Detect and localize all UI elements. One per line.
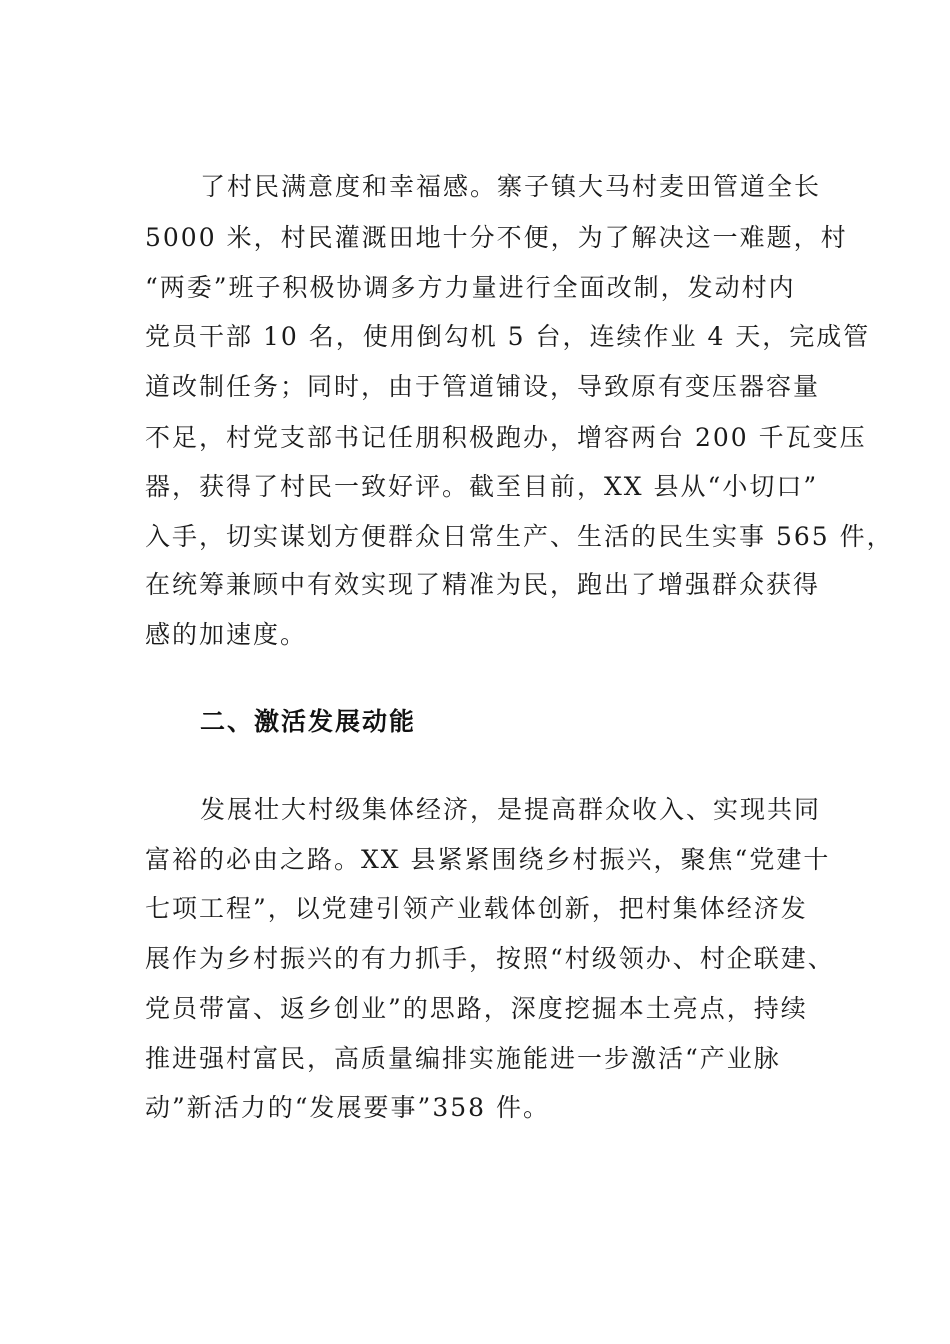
paragraph-2-line-7: 动”新活力的“发展要事”358 件。 [145, 1093, 551, 1122]
paragraph-2-line-5: 党员带富、返乡创业”的思路，深度挖掘本土亮点，持续 [145, 994, 808, 1023]
paragraph-1-line-6: 不足，村党支部书记任朋积极跑办，增容两台 200 千瓦变压 [145, 423, 867, 452]
paragraph-1-line-1: 了村民满意度和幸福感。寨子镇大马村麦田管道全长 [200, 172, 822, 201]
section-heading: 二、激活发展动能 [200, 707, 417, 736]
paragraph-1-line-2: 5000 米，村民灌溉田地十分不便，为了解决这一难题，村 [145, 223, 848, 252]
paragraph-2-line-6: 推进强村富民，高质量编排实施能进一步激活“产业脉 [145, 1044, 781, 1073]
paragraph-2-line-1: 发展壮大村级集体经济，是提高群众收入、实现共同 [200, 795, 822, 824]
paragraph-1-line-7: 器，获得了村民一致好评。截至目前，XX 县从“小切口” [145, 472, 819, 501]
paragraph-1-line-4: 党员干部 10 名，使用倒勾机 5 台，连续作业 4 天，完成管 [145, 322, 871, 351]
paragraph-1-line-3: “两委”班子积极协调多方力量进行全面改制，发动村内 [145, 273, 796, 302]
paragraph-1-line-10: 感的加速度。 [145, 620, 308, 649]
paragraph-1-line-5: 道改制任务；同时，由于管道铺设，导致原有变压器容量 [145, 372, 821, 401]
paragraph-1-line-9: 在统筹兼顾中有效实现了精准为民，跑出了增强群众获得 [145, 570, 821, 599]
paragraph-1-line-8: 入手，切实谋划方便群众日常生产、生活的民生实事 565 件， [145, 522, 894, 551]
paragraph-2-line-3: 七项工程”，以党建引领产业载体创新，把村集体经济发 [145, 894, 808, 923]
paragraph-2-line-4: 展作为乡村振兴的有力抓手，按照“村级领办、村企联建、 [145, 944, 835, 973]
paragraph-2-line-2: 富裕的必由之路。XX 县紧紧围绕乡村振兴，聚焦“党建十 [145, 845, 831, 874]
